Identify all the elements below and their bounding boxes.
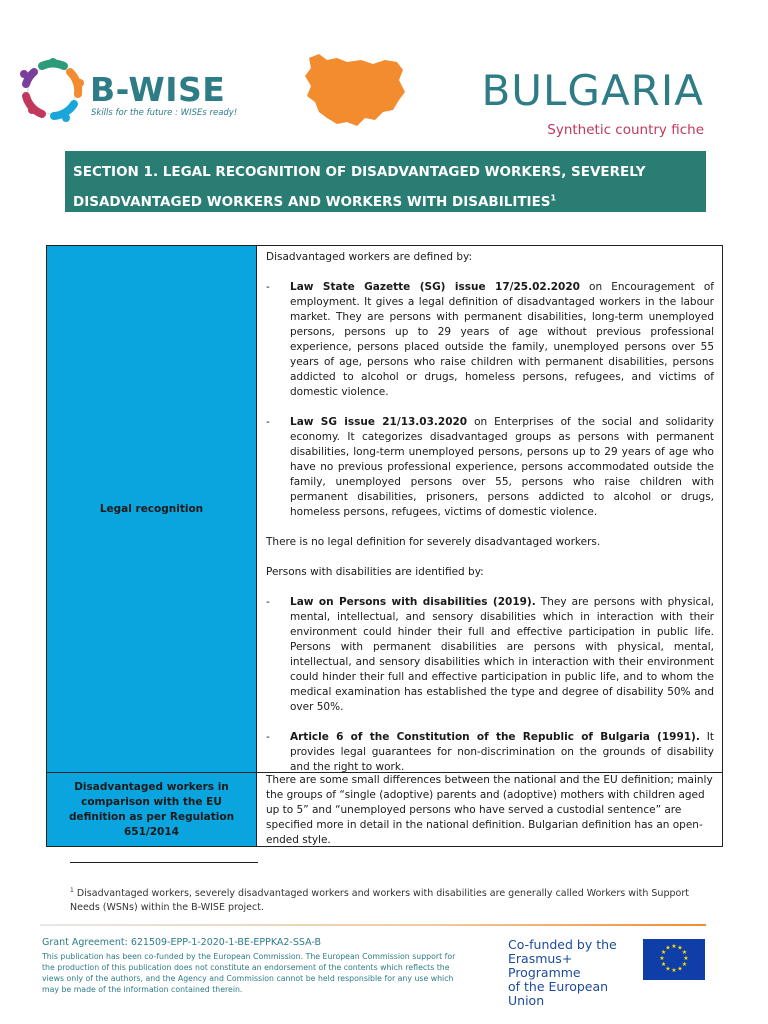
list-item: - Law SG issue 21/13.03.2020 on Enterprises of the social and solidarity economy. It categorizes disadvantaged groups as persons with permanent disabilities, long-term unemployed persons, persons up to 29 years of age who have no previous professional experience, persons accommodated outside the family, unemployed persons over 55, persons who raise children with permanent disabilities, prisoners, persons addicted to alcohol or drugs, homeless persons, refugees, victims of domestic violence. [266, 416, 714, 518]
list-item: - Law State Gazette (SG) issue 17/25.02.2020 on Encouragement of employment. It gives a legal definition of disadvantaged workers in the labour market. They are persons with permanent disabilities, long-term unemployed persons, persons up to 29 years of age without previous professional experience, persons placed outside the family, unemployed persons over 55 years of age, persons who raise children with permanent disabilities, persons addicted to alcohol or drugs, homeless persons, refugees, and victims of domestic violence. [266, 281, 714, 398]
svg-text:★: ★ [671, 967, 677, 974]
country-subtitle: Synthetic country fiche [547, 122, 704, 138]
svg-text:★: ★ [671, 943, 677, 950]
svg-text:★: ★ [677, 944, 683, 952]
svg-text:★: ★ [665, 965, 671, 973]
svg-text:★: ★ [683, 955, 689, 962]
footnote-divider [70, 862, 258, 863]
logo-tagline: Skills for the future : WISEs ready! [91, 108, 238, 118]
bwise-logo [20, 58, 238, 124]
bwise-logo-mark-icon [20, 58, 84, 122]
erasmus-label: Co-funded by the Erasmus+ Programme of the European Union [508, 937, 617, 1008]
legal-recognition-table [46, 245, 723, 847]
svg-text:★: ★ [659, 955, 665, 962]
row-content-eu-comparison [258, 773, 722, 846]
pwd-intro-text: Persons with disabilities are identified by: [266, 566, 484, 578]
svg-text:★: ★ [665, 944, 671, 952]
section-footnote-marker[interactable]: 1 [550, 193, 557, 203]
eu-flag-icon [643, 939, 705, 980]
eu-disclaimer: This publication has been co-funded by the European Commission. The European Commission support for the production of this publication does not constitute an endorsement of the contents which reflects the views only of the authors, and the Agency and Commission cannot be held responsible for any use which may be made of the information contained therein. [42, 952, 456, 994]
svg-text:★: ★ [660, 949, 667, 956]
svg-text:★: ★ [677, 965, 683, 973]
footnote-text: Disadvantaged workers, severely disadvantaged workers and workers with disabilities are generally called Workers with Support Needs (WSNs) within the B-WISE project. [70, 888, 689, 914]
list-item: - Article 6 of the Constitution of the Republic of Bulgaria (1991). It provides legal guarantees for non-discrimination on the grounds of disability and the right to work. [266, 731, 714, 773]
intro-text: Disadvantaged workers are defined by: [266, 251, 473, 263]
list-item: - Law on Persons with disabilities (2019). They are persons with physical, mental, intellectual, and sensory disabilities which in interaction with their environment could hinder their full and effective participation in public life. Persons with permanent disabilities are persons with physical, mental, intellectual, and sensory disabilities which in interaction with their environment could hinder their full and effective participation in public life, and to whom the medical examination has established the type and degree of disability 50% and over 50%. [266, 596, 714, 713]
table-row [47, 246, 722, 773]
row-label-eu-comparison: Disadvantaged workers in comparison with the EU definition as per Regulation 651/2014 [47, 773, 257, 846]
svg-text:★: ★ [681, 961, 688, 968]
svg-text:★: ★ [681, 949, 688, 956]
page-header [0, 0, 768, 150]
row-content-legal-recognition [258, 246, 722, 772]
footer-divider [40, 924, 706, 926]
svg-text:★: ★ [660, 961, 667, 968]
law-title: Law on Persons with disabilities (2019). [290, 596, 536, 608]
logo-wordmark: B-WISE [90, 70, 226, 109]
country-title: BULGARIA [481, 66, 704, 115]
eu-comparison-text: There are some small differences between the national and the EU definition; mainly the groups of “single (adoptive) parents and (adoptive) mothers with children aged up to 5” and “unemployed persons who have served a custodial sentence” are specified more in detail in the national definition. Bulgarian definition has an open-ended style. [266, 774, 713, 846]
row-label-legal-recognition: Legal recognition [47, 246, 257, 772]
law-title: Law SG issue 21/13.03.2020 [290, 416, 468, 428]
section-title: SECTION 1. LEGAL RECOGNITION OF DISADVANTAGED WORKERS, SEVERELY DISADVANTAGED WORKERS AND WORKERS WITH DISABILITIES [73, 164, 646, 210]
no-definition-text: There is no legal definition for severely disadvantaged workers. [266, 536, 601, 548]
law-title: Law State Gazette (SG) issue 17/25.02.2020 [290, 281, 580, 293]
law-title: Article 6 of the Constitution of the Republic of Bulgaria (1991). [290, 731, 700, 743]
footnote-marker: 1 [70, 887, 74, 894]
bulgaria-map-icon [303, 52, 408, 130]
table-row [47, 773, 722, 846]
section-banner [65, 151, 706, 212]
grant-agreement: Grant Agreement: 621509-EPP-1-2020-1-BE-EPPKA2-SSA-B [42, 937, 321, 948]
footnote [70, 884, 710, 915]
